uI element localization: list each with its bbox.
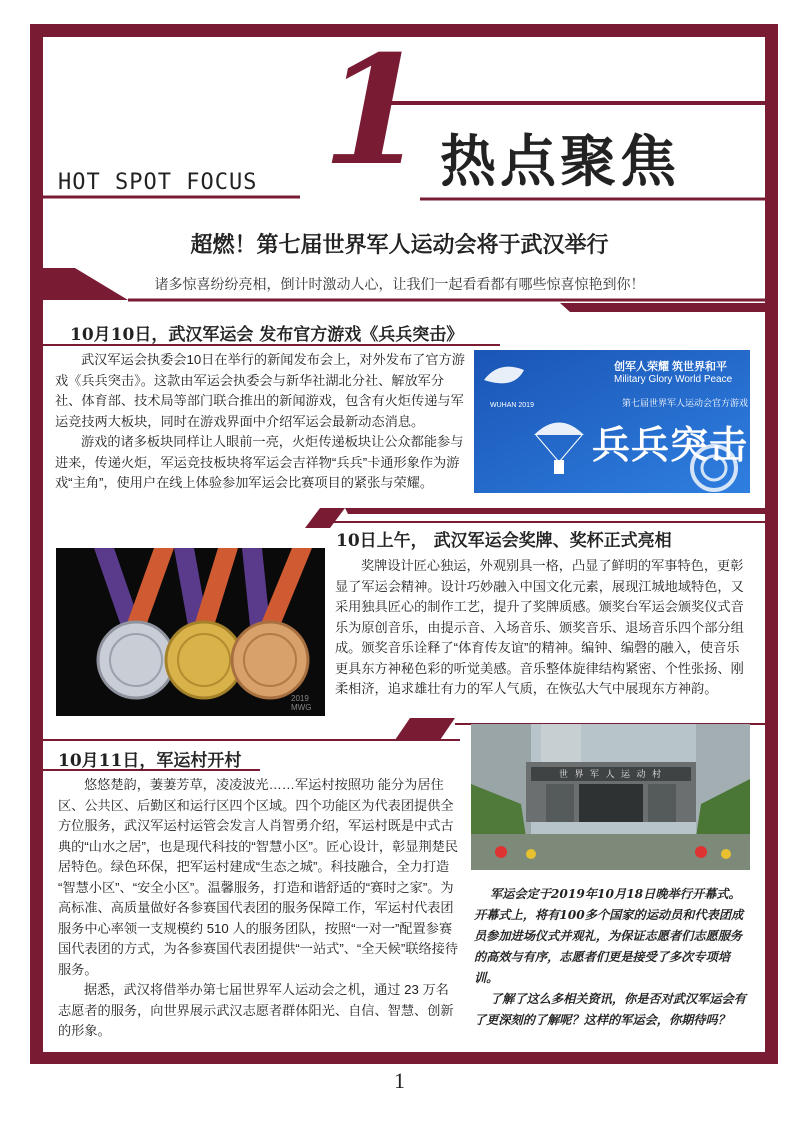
headline: 超燃！第七届世界军人运动会将于武汉举行 — [190, 232, 609, 258]
sidebar-note-paragraph-1: 军运会定于2019年10月18日晚举行开幕式。开幕式上，将有100多个国家的运动员和代表团成员参加进场仪式并观礼，为保证志愿者们志愿服务的高效与有序，志愿者们更是接受了多次专项培训。 — [474, 887, 744, 985]
medals-watermark: 2019 MWG — [291, 694, 312, 712]
section1-paragraph-1: 武汉军运会执委会10日在举行的新闻发布会上，对外发布了官方游戏《兵兵突击》。这款由军运会执委会与新华社湖北分社、解放军分社、体育部、技术局等部门联合推出的新闻游戏，包含有火炬传递与军运竞技两大板块，同时在游戏界面中介绍军运会最新动态消息。 — [55, 352, 465, 429]
section2-title: 10日上午， 武汉军运会奖牌、奖杯正式亮相 — [336, 531, 672, 551]
game-promo-image — [474, 350, 750, 493]
section1-paragraph-2: 游戏的诸多板块同样让人眼前一亮，火炬传递板块让公众都能参与进来，传递火炬，军运竞技板块将军运会吉祥物“兵兵”卡通形象作为游戏“主角”，使用户在线上体验参加军运会比赛项目的紧张与荣耀。 — [55, 434, 464, 490]
section1-body — [55, 350, 468, 494]
english-section-label: HOT SPOT FOCUS — [58, 170, 258, 195]
medals-graphic — [56, 548, 325, 716]
village-gate-sign: 世 界 军 人 运 动 村 — [558, 769, 663, 779]
issue-number: 1 — [322, 23, 427, 199]
page-number: 1 — [394, 1068, 405, 1093]
section3-title: 10月11日，军运村开村 — [58, 751, 242, 771]
slogan-chinese: 创军人荣耀 筑世界和平 — [614, 361, 728, 373]
village-gate-image — [471, 724, 750, 870]
section2-paragraph: 奖牌设计匠心独运，外观别具一格，凸显了鲜明的军事特色，更彰显了军运会精神。设计巧妙融入中国文化元素，展现江城地域特色，又采用独具匠心的制作工艺，提升了奖牌质感。颁奖台军运会颁奖仪式音乐为原创音乐，由提示音、入场音乐、颁奖音乐、退场音乐四个部分组成。颁奖音乐诠释了“体育传友谊”的精神。编钟、编磬的融入，使音乐更具东方神秘色彩的听觉美感。音乐整体旋律结构紧密、个性张扬、刚柔相济，追求雄壮有力的军人气质，在恢弘大气中展现东方神韵。 — [335, 558, 744, 696]
official-game-label: 第七届世界军人运动会官方游戏 — [622, 398, 749, 408]
section3-body — [58, 775, 460, 1042]
slogan-english: Military Glory World Peace — [614, 374, 733, 385]
games-logo-text: WUHAN 2019 — [490, 402, 534, 409]
subheadline: 诸多惊喜纷纷亮相，倒计时激动人心，让我们一起看看都有哪些惊喜惊艳到你！ — [154, 276, 645, 292]
sidebar-note-paragraph-2: 了解了这么多相关资讯，你是否对武汉军运会有了更深刻的了解呢？这样的军运会，你期待吗？ — [474, 992, 746, 1027]
section1-title: 10月10日，武汉军运会 发布官方游戏《兵兵突击》 — [70, 325, 464, 345]
game-title: 兵兵突击 — [592, 425, 749, 467]
sidebar-note — [474, 884, 750, 1031]
section2-body — [335, 556, 747, 700]
village-gate-graphic — [471, 724, 750, 870]
section3-paragraph-1: 悠悠楚韵，萋萋芳草，凌凌波光……军运村按照功 能分为居住区、公共区、后勤区和运行区四个区域。四个功能区为代表团提供全方位服务，武汉军运村运管会发言人肖智勇介绍，军运村既是中式古典的“山水之居”，也是现代科技的“智慧小区”。匠心设计，彰显荆楚民居特色。绿色环保，把军运村建成“生态之城”。科技融合，全力打造 “智慧小区”、“安全小区”。温馨服务，打造和谐舒适的“赛时之家”。为高标准、高质量做好各参赛国代表团的服务保障工作，军运村代表团服务中心率领一支规模约 510 人的服务团队，按照“一对一”配置参赛国代表团的方式，为各参赛国代表团提供“一站式”、“全天候”联络接待服务。 — [58, 777, 459, 977]
medals-image — [56, 548, 325, 716]
page-title: 热点聚焦 — [440, 129, 680, 195]
section3-paragraph-2: 据悉，武汉将借举办第七届世界军人运动会之机，通过 23 万名志愿者的服务，向世界展示武汉志愿者群体阳光、自信、智慧、创新的形象。 — [58, 982, 454, 1038]
